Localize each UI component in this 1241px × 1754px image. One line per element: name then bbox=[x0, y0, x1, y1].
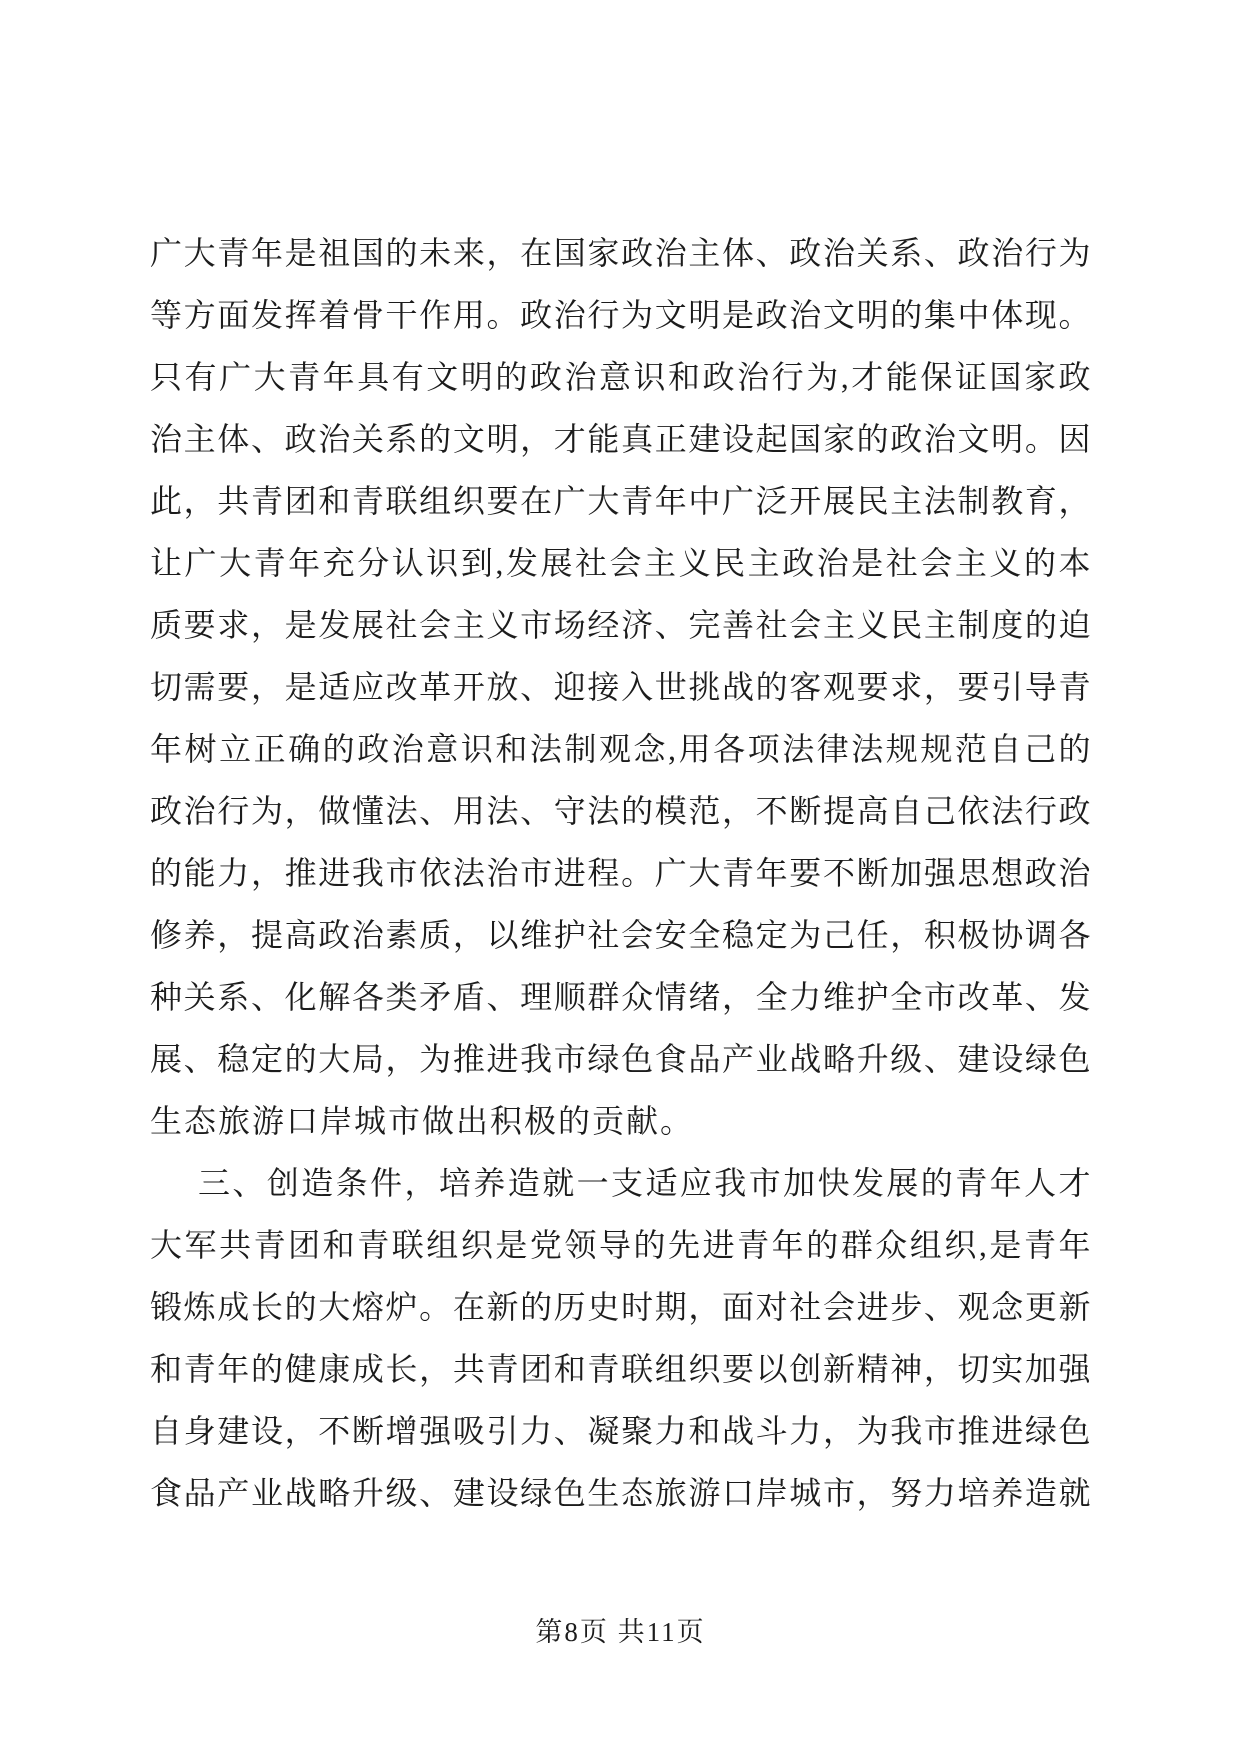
text-line: 年树立正确的政治意识和法制观念,用各项法律法规规范自己的 bbox=[150, 731, 1091, 767]
text-line: 切需要，是适应改革开放、迎接入世挑战的客观要求，要引导青 bbox=[150, 669, 1091, 705]
text-line: 此，共青团和青联组织要在广大青年中广泛开展民主法制教育， bbox=[150, 483, 1091, 519]
text-line: 修养，提高政治素质，以维护社会安全稳定为己任，积极协调各 bbox=[150, 917, 1091, 953]
text-line: 让广大青年充分认识到,发展社会主义民主政治是社会主义的本 bbox=[150, 545, 1091, 581]
text-line: 广大青年是祖国的未来，在国家政治主体、政治关系、政治行为 bbox=[150, 235, 1091, 271]
text-line: 等方面发挥着骨干作用。政治行为文明是政治文明的集中体现。 bbox=[150, 297, 1091, 333]
text-line: 自身建设，不断增强吸引力、凝聚力和战斗力，为我市推进绿色 bbox=[150, 1413, 1091, 1449]
text-line: 三、创造条件，培养造就一支适应我市加快发展的青年人才 bbox=[198, 1165, 1091, 1201]
text-line: 食品产业战略升级、建设绿色生态旅游口岸城市，努力培养造就 bbox=[150, 1475, 1091, 1511]
page-footer bbox=[0, 1612, 1241, 1652]
text-line: 治主体、政治关系的文明，才能真正建设起国家的政治文明。因 bbox=[150, 421, 1091, 457]
text-line: 大军共青团和青联组织是党领导的先进青年的群众组织,是青年 bbox=[150, 1227, 1091, 1263]
text-line: 展、稳定的大局，为推进我市绿色食品产业战略升级、建设绿色 bbox=[150, 1041, 1091, 1077]
document-body bbox=[150, 222, 1091, 1524]
page-number: 第8页 共11页 bbox=[535, 1617, 706, 1647]
text-line: 的能力，推进我市依法治市进程。广大青年要不断加强思想政治 bbox=[150, 855, 1091, 891]
text-line: 政治行为，做懂法、用法、守法的模范，不断提高自己依法行政 bbox=[150, 793, 1091, 829]
text-line: 只有广大青年具有文明的政治意识和政治行为,才能保证国家政 bbox=[150, 359, 1091, 395]
text-line: 生态旅游口岸城市做出积极的贡献。 bbox=[150, 1103, 695, 1139]
text-line: 质要求，是发展社会主义市场经济、完善社会主义民主制度的迫 bbox=[150, 607, 1091, 643]
paragraph bbox=[150, 1152, 1091, 1524]
text-line: 种关系、化解各类矛盾、理顺群众情绪，全力维护全市改革、发 bbox=[150, 979, 1091, 1015]
paragraph bbox=[150, 222, 1091, 1152]
text-line: 和青年的健康成长，共青团和青联组织要以创新精神，切实加强 bbox=[150, 1351, 1091, 1387]
text-line: 锻炼成长的大熔炉。在新的历史时期，面对社会进步、观念更新 bbox=[150, 1289, 1091, 1325]
